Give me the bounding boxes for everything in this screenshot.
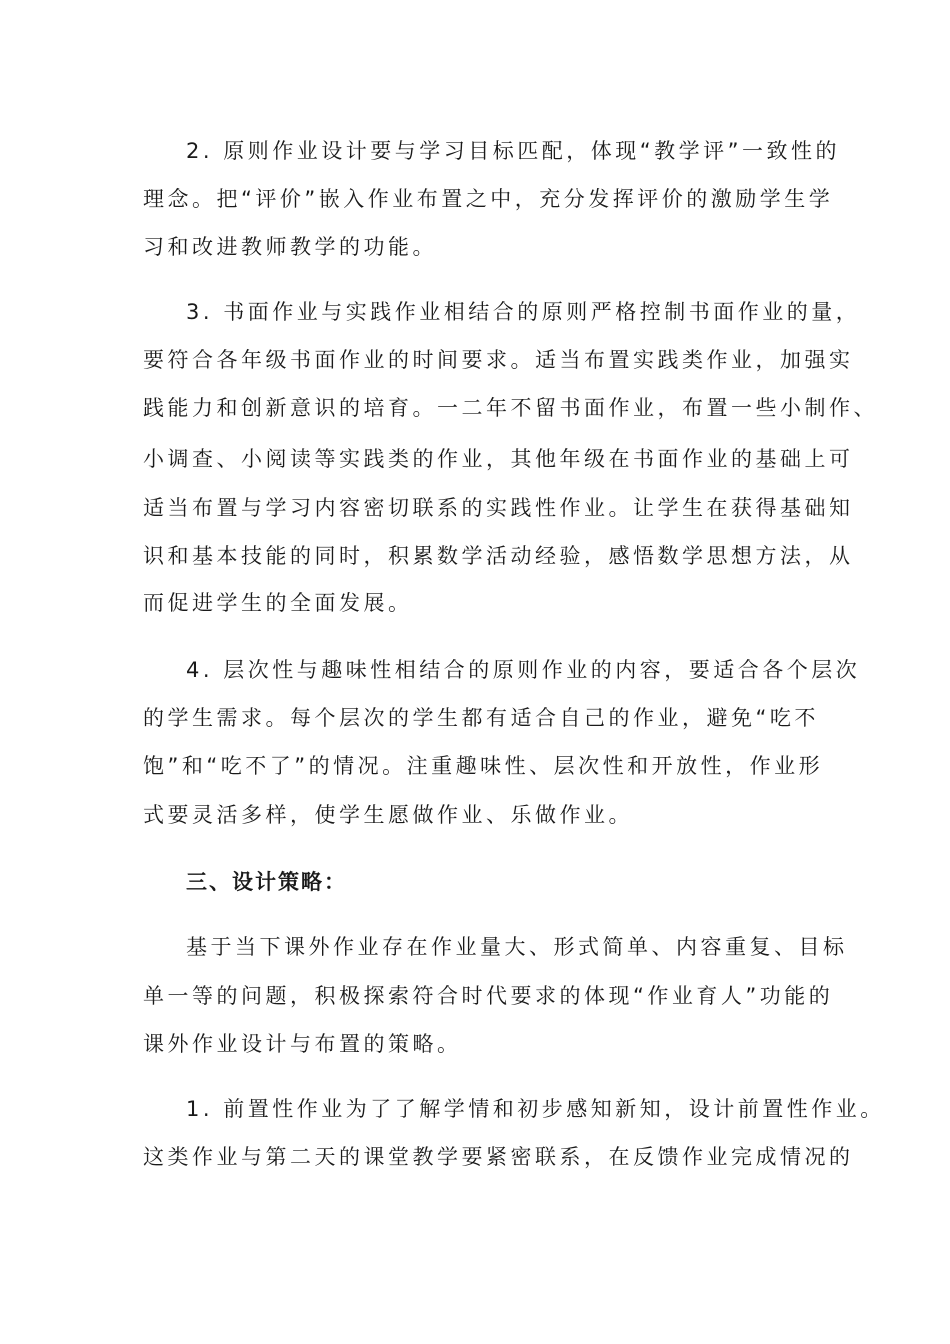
paragraph-preview-homework-line-2: 这类作业与第二天的课堂教学要紧密联系，在反馈作业完成情况的: [143, 1145, 854, 1169]
paragraph-principle-3-line-7: 而促进学生的全面发展。: [143, 591, 413, 615]
paragraph-principle-2-line-1: 2. 原则作业设计要与学习目标匹配，体现“教学评”一致性的: [186, 139, 840, 163]
paragraph-principle-3-line-3: 践能力和创新意识的培育。一二年不留书面作业，布置一些小制作、: [143, 396, 878, 420]
paragraph-principle-4-line-2: 的学生需求。每个层次的学生都有适合自己的作业，避免“吃不: [143, 706, 819, 730]
paragraph-principle-2-line-3: 习和改进教师教学的功能。: [143, 235, 437, 259]
paragraph-strategy-intro-line-2: 单一等的问题，积极探索符合时代要求的体现“作业育人”功能的: [143, 984, 834, 1008]
section-heading-design-strategy: 三、设计策略：: [186, 870, 347, 894]
paragraph-principle-3-line-5: 适当布置与学习内容密切联系的实践性作业。让学生在获得基础知: [143, 496, 854, 520]
paragraph-strategy-intro-line-1: 基于当下课外作业存在作业量大、形式简单、内容重复、目标: [186, 935, 848, 959]
paragraph-principle-4-line-4: 式要灵活多样，使学生愿做作业、乐做作业。: [143, 803, 633, 827]
paragraph-principle-4-line-3: 饱”和“吃不了”的情况。注重趣味性、层次性和开放性，作业形: [143, 754, 824, 778]
paragraph-principle-3-line-6: 识和基本技能的同时，积累数学活动经验，感悟数学思想方法，从: [143, 544, 854, 568]
paragraph-principle-3-line-1: 3. 书面作业与实践作业相结合的原则严格控制书面作业的量，: [186, 300, 861, 324]
paragraph-strategy-intro-line-3: 课外作业设计与布置的策略。: [143, 1032, 462, 1056]
paragraph-principle-4-line-1: 4. 层次性与趣味性相结合的原则作业的内容，要适合各个层次: [186, 658, 861, 682]
paragraph-principle-3-line-2: 要符合各年级书面作业的时间要求。适当布置实践类作业，加强实: [143, 348, 854, 372]
paragraph-principle-3-line-4: 小调查、小阅读等实践类的作业，其他年级在书面作业的基础上可: [143, 447, 854, 471]
paragraph-preview-homework-line-1: 1. 前置性作业为了了解学情和初步感知新知，设计前置性作业。: [186, 1097, 885, 1121]
paragraph-principle-2-line-2: 理念。把“评价”嵌入作业布置之中，充分发挥评价的激励学生学: [143, 187, 834, 211]
